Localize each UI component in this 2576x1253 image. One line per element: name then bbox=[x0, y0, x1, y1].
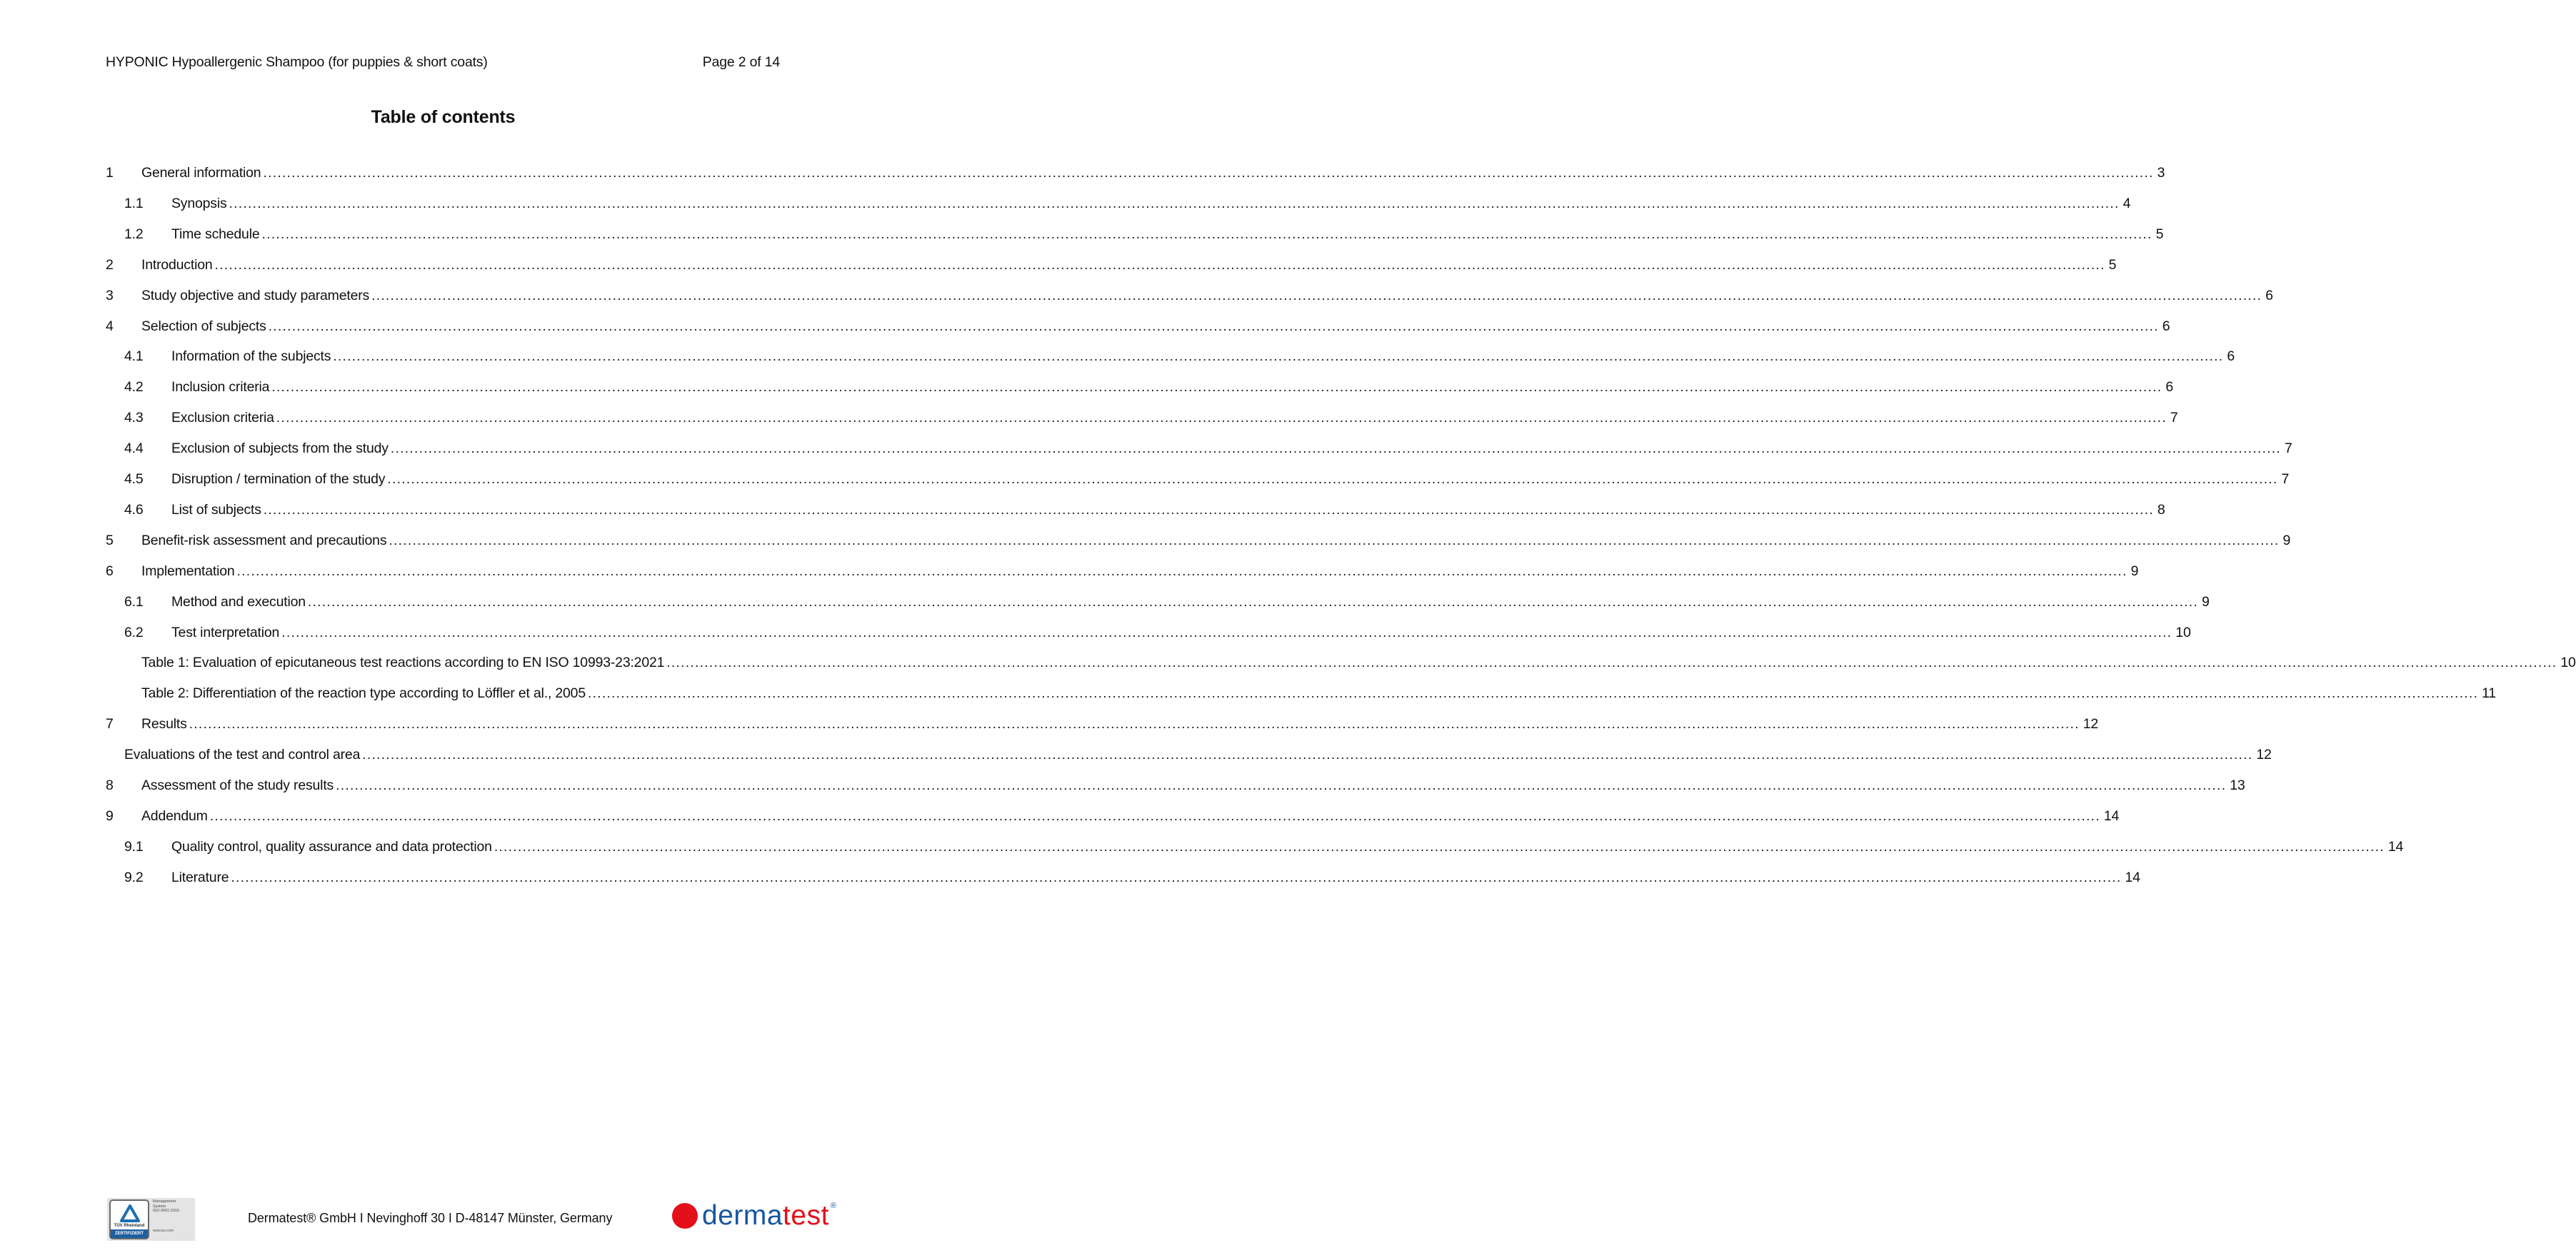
toc-entry-page[interactable]: 14 bbox=[2121, 867, 2140, 888]
toc-entry-number: 6 bbox=[106, 563, 114, 579]
toc-entry-label[interactable]: General information bbox=[141, 162, 263, 183]
toc-entry[interactable] bbox=[0, 376, 2174, 398]
toc-entry[interactable] bbox=[0, 744, 2272, 765]
toc-entry-line bbox=[171, 223, 2164, 245]
toc-leader-dots: ................................................................................................................................................................................................................................................................................................................................................................................................................ bbox=[333, 348, 2224, 365]
toc-leader-dots: ................................................................................................................................................................................................................................................................................................................................................................................................................ bbox=[189, 716, 2080, 733]
toc-entry-label[interactable]: Evaluations of the test and control area bbox=[124, 744, 362, 765]
toc-entry-label[interactable]: Implementation bbox=[141, 560, 237, 582]
toc-entry-label[interactable]: Disruption / termination of the study bbox=[171, 468, 387, 490]
toc-entry-line bbox=[171, 591, 2210, 613]
toc-entry-number: 4.1 bbox=[124, 348, 144, 365]
toc-entry[interactable] bbox=[0, 591, 2210, 613]
toc-leader-dots: ................................................................................................................................................................................................................................................................................................................................................................................................................ bbox=[493, 838, 2385, 855]
logo-text-derma: derma bbox=[702, 1200, 783, 1231]
toc-entry[interactable] bbox=[0, 407, 2178, 428]
tuv-badge bbox=[109, 1199, 149, 1239]
tuv-web: www.tuv.com bbox=[153, 1229, 174, 1233]
dermatest-logo bbox=[672, 1202, 836, 1230]
toc-entry-number: 8 bbox=[106, 778, 114, 793]
toc-entry-page[interactable]: 6 bbox=[2223, 346, 2235, 367]
toc-leader-dots: ................................................................................................................................................................................................................................................................................................................................................................................................................ bbox=[666, 655, 2557, 671]
toc-entry-label[interactable]: Table 2: Differentiation of the reaction type according to Löffler et al., 2005 bbox=[141, 683, 588, 704]
toc-entry[interactable] bbox=[0, 775, 2245, 796]
toc-entry-label[interactable]: Exclusion criteria bbox=[171, 407, 276, 428]
toc-entry-line bbox=[171, 622, 2191, 643]
toc-leader-dots: ................................................................................................................................................................................................................................................................................................................................................................................................................ bbox=[209, 807, 2100, 824]
toc-entry-number: 2 bbox=[106, 256, 114, 273]
toc-entry-label[interactable]: Exclusion of subjects from the study bbox=[171, 438, 391, 459]
toc-leader-dots: ................................................................................................................................................................................................................................................................................................................................................................................................................ bbox=[387, 471, 2278, 487]
toc-entry-page[interactable]: 9 bbox=[2279, 530, 2290, 551]
document-title: HYPONIC Hypoallergenic Shampoo (for puppies & short coats) bbox=[106, 54, 488, 70]
toc-entry-line bbox=[141, 530, 2291, 551]
toc-leader-dots: ................................................................................................................................................................................................................................................................................................................................................................................................................ bbox=[229, 195, 2120, 211]
tuv-brand: TÜV Rheinland bbox=[114, 1224, 145, 1228]
toc-entry-label[interactable]: Selection of subjects bbox=[141, 316, 269, 337]
toc-entry[interactable] bbox=[0, 285, 2273, 306]
company-address: Dermatest® GmbH I Nevinghoff 30 I D-48147 Münster, Germany bbox=[248, 1211, 613, 1225]
toc-entry[interactable] bbox=[0, 162, 2165, 183]
toc-entry-line bbox=[141, 775, 2245, 796]
toc-leader-dots: ................................................................................................................................................................................................................................................................................................................................................................................................................ bbox=[236, 563, 2128, 579]
toc-entry-line bbox=[141, 652, 2576, 673]
toc-entry[interactable] bbox=[0, 805, 2120, 827]
toc-entry-number: 6.1 bbox=[124, 593, 144, 610]
toc-entry-line bbox=[171, 836, 2404, 857]
toc-entry-line bbox=[141, 254, 2117, 276]
toc-entry-label[interactable]: Information of the subjects bbox=[171, 346, 333, 367]
toc-entry[interactable] bbox=[0, 193, 2131, 214]
toc-entry-line bbox=[171, 346, 2235, 367]
toc-entry-number: 4.4 bbox=[124, 441, 144, 457]
toc-entry[interactable] bbox=[0, 223, 2164, 245]
toc-entry[interactable] bbox=[0, 499, 2165, 520]
toc-entry-label[interactable]: Assessment of the study results bbox=[141, 775, 336, 796]
tuv-line: Management bbox=[153, 1199, 176, 1204]
toc-entry-number: 4.2 bbox=[124, 379, 144, 396]
toc-entry-page[interactable]: 4 bbox=[2120, 193, 2131, 214]
toc-leader-dots: ................................................................................................................................................................................................................................................................................................................................................................................................................ bbox=[276, 410, 2167, 426]
toc-entry-page[interactable]: 9 bbox=[2198, 591, 2210, 613]
toc-entry-line bbox=[141, 162, 2165, 183]
tuv-certification-logo bbox=[107, 1198, 195, 1241]
toc-leader-dots: ................................................................................................................................................................................................................................................................................................................................................................................................................ bbox=[261, 226, 2152, 242]
toc-entry-page[interactable]: 6 bbox=[2159, 316, 2170, 337]
toc-leader-dots: ................................................................................................................................................................................................................................................................................................................................................................................................................ bbox=[271, 379, 2162, 396]
page-indicator: Page 2 of 14 bbox=[702, 54, 780, 70]
toc-entry-page[interactable]: 3 bbox=[2154, 162, 2165, 183]
toc-entry-label[interactable]: Method and execution bbox=[171, 591, 308, 613]
toc-entry-number: 9.2 bbox=[124, 869, 144, 885]
toc-entry-page[interactable]: 5 bbox=[2152, 223, 2164, 245]
toc-title: Table of contents bbox=[371, 107, 516, 127]
toc-entry-label[interactable]: Inclusion criteria bbox=[171, 376, 271, 398]
toc-entry-line bbox=[171, 867, 2140, 888]
toc-leader-dots: ................................................................................................................................................................................................................................................................................................................................................................................................................ bbox=[587, 685, 2479, 702]
toc-entry-page[interactable]: 14 bbox=[2100, 805, 2119, 827]
toc-entry-line bbox=[141, 683, 2496, 704]
toc-entry-number: 4.5 bbox=[124, 471, 144, 487]
toc-leader-dots: ................................................................................................................................................................................................................................................................................................................................................................................................................ bbox=[281, 624, 2172, 640]
toc-leader-dots: ................................................................................................................................................................................................................................................................................................................................................................................................................ bbox=[336, 778, 2227, 793]
toc-entry-line bbox=[124, 744, 2272, 765]
toc-entry-page[interactable]: 7 bbox=[2167, 407, 2178, 428]
toc-entry-label[interactable]: Test interpretation bbox=[171, 622, 281, 643]
toc-entry-number: 1.1 bbox=[124, 195, 144, 211]
toc-entry-page[interactable]: 13 bbox=[2226, 775, 2245, 796]
toc-entry-line bbox=[141, 285, 2273, 306]
toc-entry[interactable] bbox=[0, 254, 2117, 276]
toc-entry-number: 4 bbox=[106, 318, 114, 334]
toc-entry-line bbox=[171, 407, 2178, 428]
toc-entry-label[interactable]: Literature bbox=[171, 867, 231, 888]
toc-entry-page[interactable]: 14 bbox=[2385, 836, 2403, 857]
toc-entry-page[interactable]: 9 bbox=[2128, 560, 2139, 582]
toc-entry-page[interactable]: 6 bbox=[2262, 285, 2273, 306]
toc-leader-dots: ................................................................................................................................................................................................................................................................................................................................................................................................................ bbox=[231, 869, 2122, 885]
toc-entry[interactable] bbox=[0, 468, 2290, 490]
toc-entry[interactable] bbox=[0, 560, 2139, 582]
toc-entry[interactable] bbox=[0, 316, 2170, 337]
toc-entry-number: 1.2 bbox=[124, 226, 144, 242]
toc-entry[interactable] bbox=[0, 836, 2404, 857]
toc-entry-page[interactable]: 8 bbox=[2154, 499, 2165, 520]
toc-entry-label[interactable]: Benefit-risk assessment and precautions bbox=[141, 530, 389, 551]
tuv-status: ZERTIFIZIERT bbox=[111, 1229, 148, 1238]
tuv-system-text bbox=[153, 1199, 179, 1214]
toc-entry-page[interactable]: 7 bbox=[2277, 468, 2289, 490]
toc-entry-label[interactable]: Results bbox=[141, 713, 189, 735]
toc-entry[interactable] bbox=[0, 867, 2140, 888]
toc-entry-page[interactable]: 10 bbox=[2557, 652, 2575, 673]
toc-entry-line bbox=[171, 376, 2174, 398]
toc-entry[interactable] bbox=[0, 622, 2191, 643]
toc-entry-label[interactable]: Introduction bbox=[141, 254, 215, 276]
toc-entry-page[interactable]: 5 bbox=[2105, 254, 2117, 276]
toc-entry-label[interactable]: Time schedule bbox=[171, 223, 261, 245]
logo-red-dot bbox=[672, 1203, 698, 1229]
toc-entry-line bbox=[141, 560, 2139, 582]
logo-text-test: test bbox=[783, 1200, 829, 1231]
toc-entry-label[interactable]: List of subjects bbox=[171, 499, 264, 520]
toc-entry-line bbox=[171, 438, 2292, 459]
toc-leader-dots: ................................................................................................................................................................................................................................................................................................................................................................................................................ bbox=[389, 532, 2280, 548]
toc-leader-dots: ................................................................................................................................................................................................................................................................................................................................................................................................................ bbox=[268, 318, 2159, 334]
tuv-line: System bbox=[153, 1204, 166, 1209]
toc-entry-number: 5 bbox=[106, 532, 114, 548]
toc-entry-line bbox=[171, 468, 2290, 490]
toc-entry-page[interactable]: 10 bbox=[2172, 622, 2190, 643]
toc-entry[interactable] bbox=[0, 683, 2496, 704]
toc-entry-page[interactable]: 12 bbox=[2080, 713, 2098, 735]
toc-leader-dots: ................................................................................................................................................................................................................................................................................................................................................................................................................ bbox=[214, 256, 2105, 273]
toc-leader-dots: ................................................................................................................................................................................................................................................................................................................................................................................................................ bbox=[390, 441, 2281, 457]
toc-entry-line bbox=[141, 805, 2120, 827]
toc-entry-number: 3 bbox=[106, 287, 114, 303]
toc-entry-page[interactable]: 6 bbox=[2162, 376, 2173, 398]
toc-entry[interactable] bbox=[0, 652, 2576, 673]
toc-entry-page[interactable]: 7 bbox=[2281, 438, 2292, 459]
toc-entry-label[interactable]: Study objective and study parameters bbox=[141, 285, 371, 306]
toc-entry[interactable] bbox=[0, 438, 2292, 459]
toc-entry-number: 7 bbox=[106, 716, 114, 733]
toc-entry-line bbox=[141, 316, 2170, 337]
toc-entry-number: 4.3 bbox=[124, 410, 144, 426]
toc-entry-label[interactable]: Table 1: Evaluation of epicutaneous test reactions according to EN ISO 10993-23:2021 bbox=[141, 652, 666, 673]
toc-entry-line bbox=[171, 499, 2165, 520]
toc-entry[interactable] bbox=[0, 713, 2099, 735]
toc-entry[interactable] bbox=[0, 530, 2291, 551]
toc-leader-dots: ................................................................................................................................................................................................................................................................................................................................................................................................................ bbox=[263, 165, 2154, 181]
toc-entry-number: 9 bbox=[106, 807, 114, 824]
toc-entry-line bbox=[141, 713, 2099, 735]
toc-entry-number: 6.2 bbox=[124, 624, 144, 640]
toc-leader-dots: ................................................................................................................................................................................................................................................................................................................................................................................................................ bbox=[371, 287, 2262, 303]
toc-entry-number: 9.1 bbox=[124, 838, 144, 855]
logo-registered-mark: ® bbox=[830, 1202, 837, 1210]
toc-entry-label[interactable]: Synopsis bbox=[171, 193, 229, 214]
toc-entry-page[interactable]: 11 bbox=[2478, 683, 2496, 704]
toc-entry-line bbox=[171, 193, 2131, 214]
toc-leader-dots: ................................................................................................................................................................................................................................................................................................................................................................................................................ bbox=[263, 501, 2154, 518]
toc-entry-page[interactable]: 12 bbox=[2252, 744, 2271, 765]
toc-entry-label[interactable]: Quality control, quality assurance and data protection bbox=[171, 836, 494, 857]
toc-leader-dots: ................................................................................................................................................................................................................................................................................................................................................................................................................ bbox=[307, 593, 2198, 610]
toc-entry-number: 4.6 bbox=[124, 501, 144, 518]
tuv-line: ISO 9001:2015 bbox=[153, 1209, 180, 1213]
toc-entry-label[interactable]: Addendum bbox=[141, 805, 210, 827]
tuv-triangle-icon bbox=[121, 1205, 139, 1222]
toc-entry[interactable] bbox=[0, 346, 2235, 367]
toc-leader-dots: ................................................................................................................................................................................................................................................................................................................................................................................................................ bbox=[362, 747, 2253, 763]
toc-entry-number: 1 bbox=[106, 165, 114, 181]
